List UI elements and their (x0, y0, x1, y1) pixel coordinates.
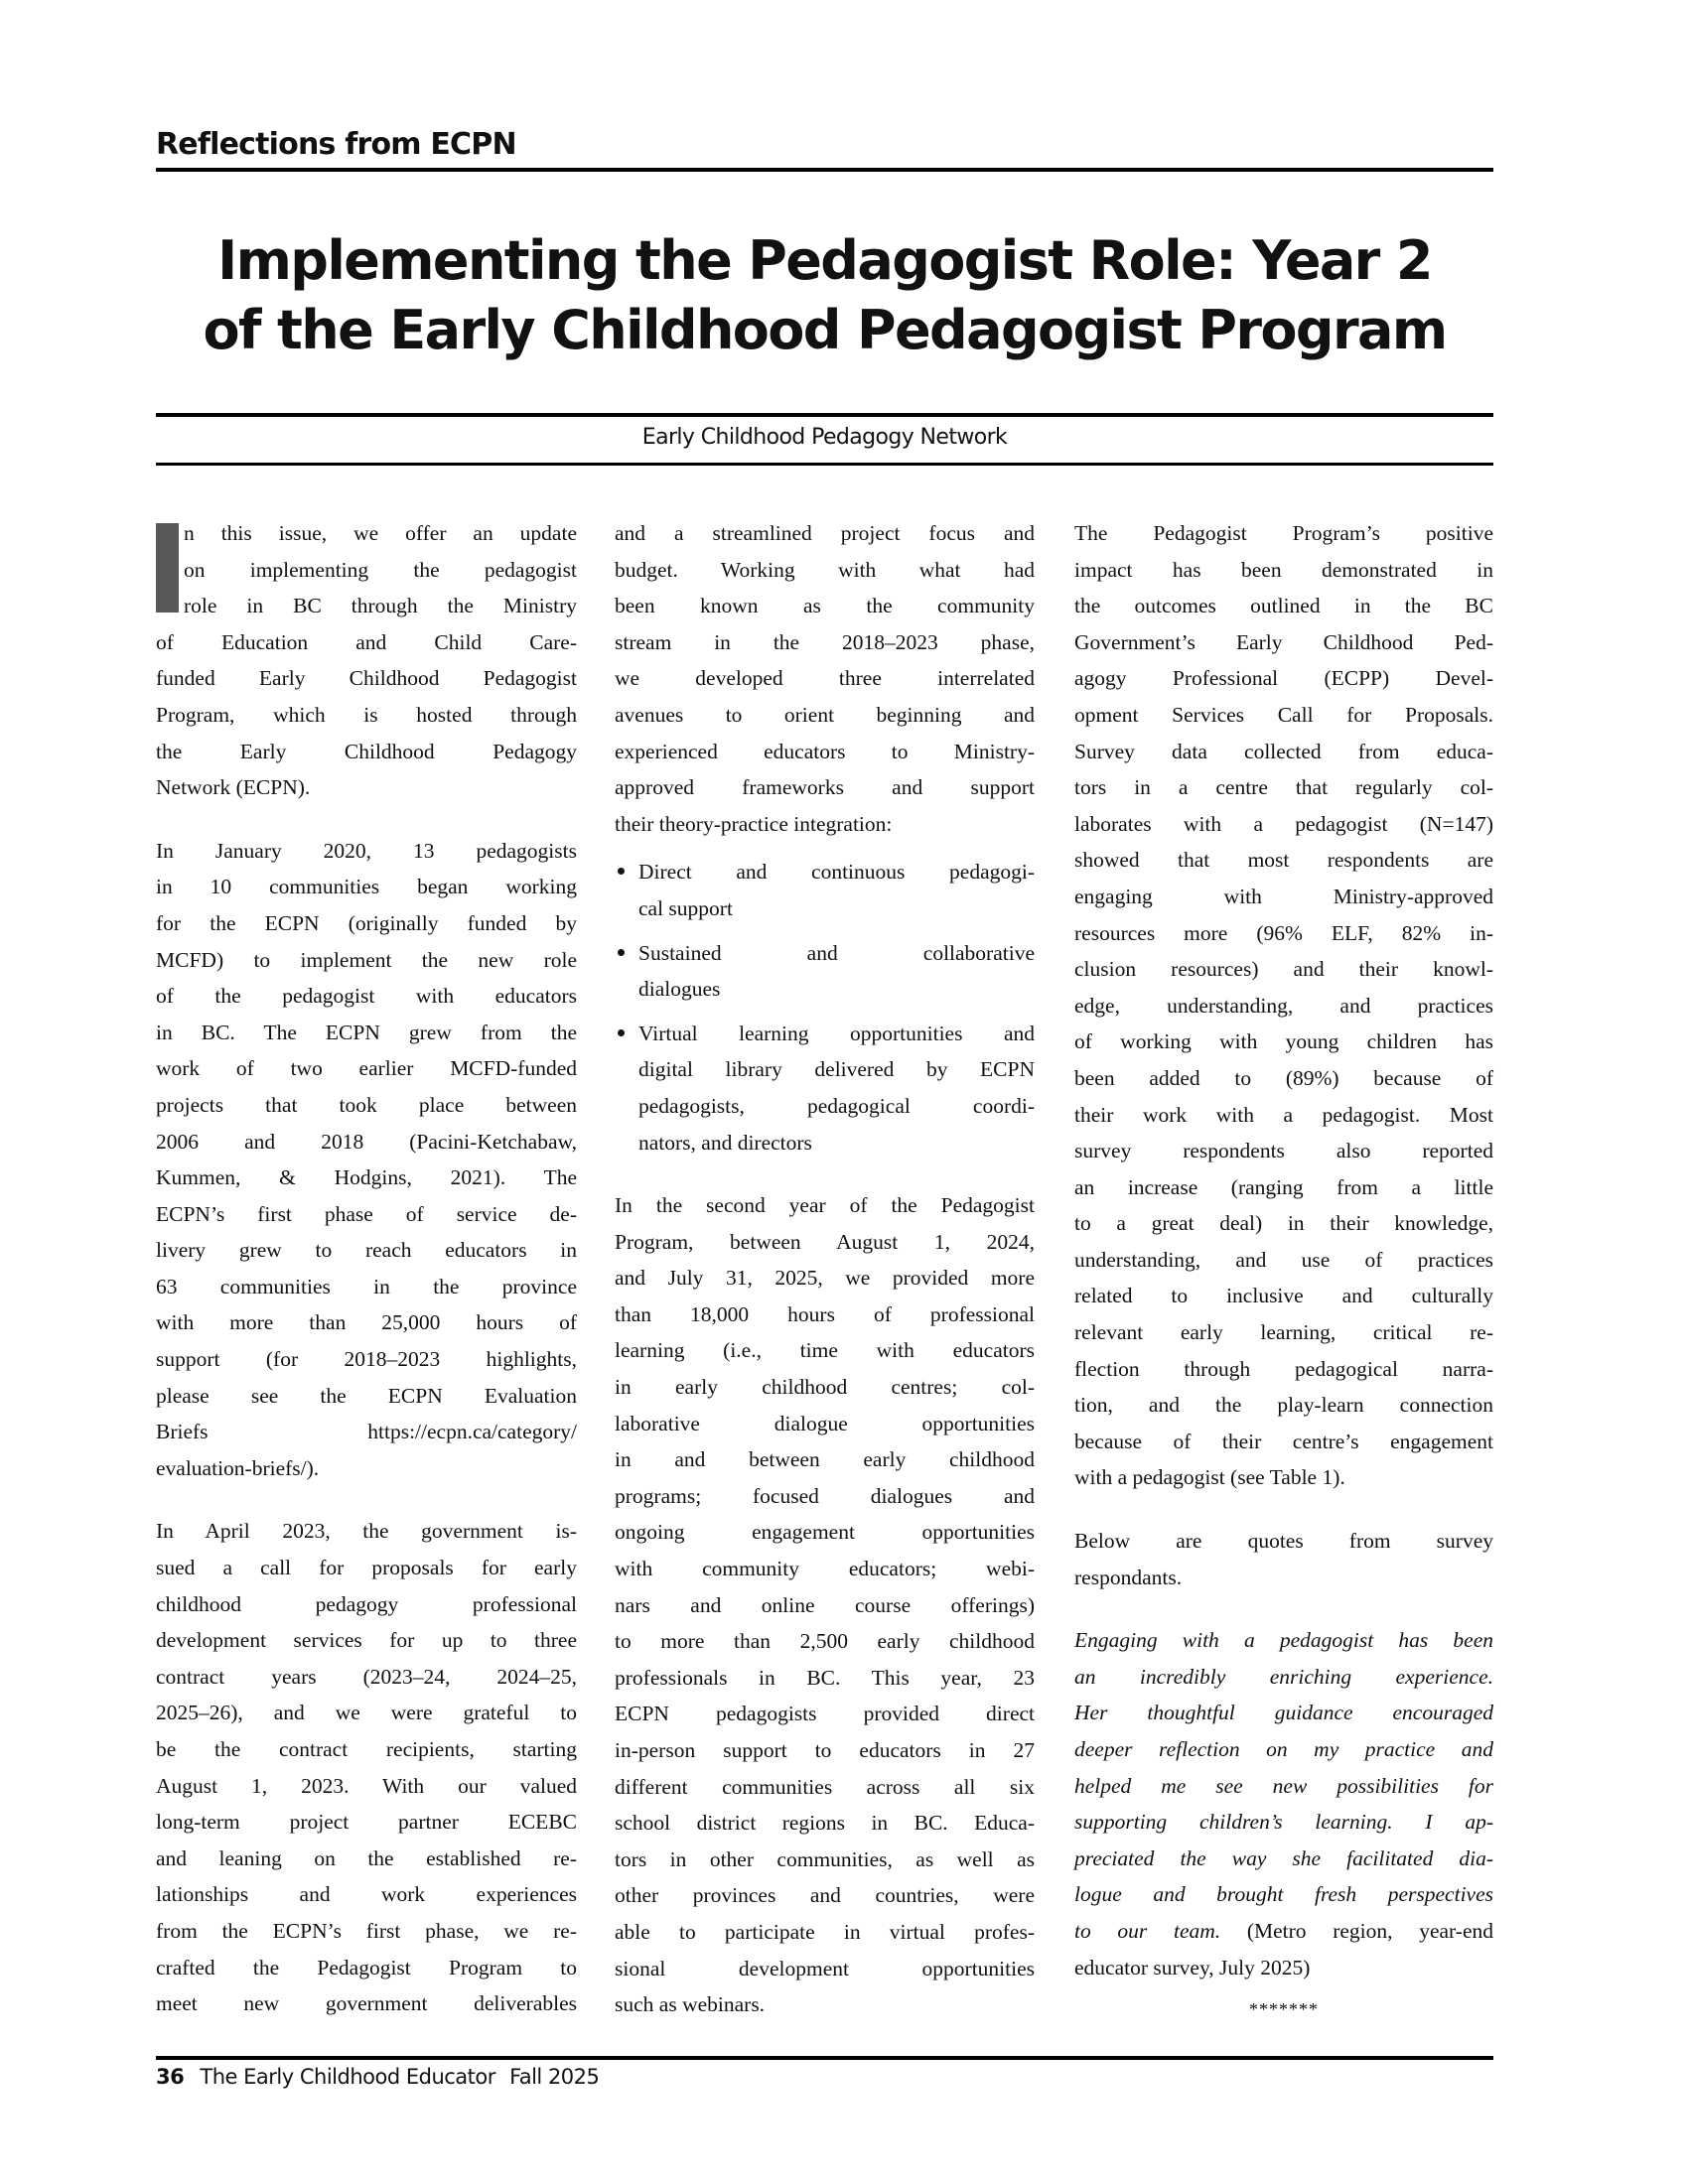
text-line: ongoing engagement opportunities (615, 1520, 1035, 1545)
text-line: sued a call for proposals for early (156, 1556, 577, 1580)
evaluation-briefs-link-cont[interactable]: evaluation-briefs/). (156, 1455, 320, 1480)
text-line: Direct and continuous pedagogi- (638, 860, 1035, 885)
text-line: pedagogists, pedagogical coordi- (638, 1093, 1035, 1118)
text-line: in and between early childhood (615, 1447, 1035, 1472)
text-line: resources more (96% ELF, 82% in- (1074, 920, 1493, 945)
text-line: experienced educators to Ministry- (615, 739, 1035, 763)
text-line: funded Early Childhood Pedagogist (156, 666, 577, 691)
paragraph-second-year (615, 1187, 1035, 2023)
column-1 (156, 515, 577, 2049)
text-line: sional development opportunities (615, 1956, 1035, 1980)
quote-line-mixed (1074, 1913, 1493, 1950)
text-line: lationships and work experiences (156, 1882, 577, 1907)
text-line: In January 2020, 13 pedagogists (156, 838, 577, 863)
text-line: the Early Childhood Pedagogy (156, 739, 577, 763)
bullet-icon (618, 1029, 625, 1036)
bullet-item (615, 935, 1035, 1008)
text-line: approved frameworks and support (615, 775, 1035, 800)
text-line: nators, and directors (638, 1130, 812, 1155)
text-line: in-person support to educators in 27 (615, 1738, 1035, 1762)
text-line: related to inclusive and culturally (1074, 1284, 1493, 1308)
text-line: to more than 2,500 early childhood (615, 1629, 1035, 1654)
text-line: tors in a centre that regularly col- (1074, 775, 1493, 800)
text-line: Program, which is hosted through (156, 702, 577, 727)
text-line: long-term project partner ECEBC (156, 1810, 577, 1835)
quote-line: helped me see new possibilities for (1074, 1773, 1493, 1798)
survey-quote (1074, 1622, 1493, 2020)
text-line: laborative dialogue opportunities (615, 1411, 1035, 1435)
text-line: crafted the Pedagogist Program to (156, 1955, 577, 1979)
text-line: an increase (ranging from a little (1074, 1174, 1493, 1199)
bullet-item (615, 1016, 1035, 1160)
text-line: meet new government deliverables (156, 1991, 577, 2016)
text-line: we developed three interrelated (615, 666, 1035, 691)
page-number: 36 (156, 2065, 185, 2089)
text-line: support (for 2018–2023 highlights, (156, 1347, 577, 1372)
article-title-line-2: of the Early Childhood Pedagogist Program (203, 299, 1447, 361)
text-line: with more than 25,000 hours of (156, 1310, 577, 1335)
text-line: tors in other communities, as well as (615, 1846, 1035, 1871)
text-line: clusion resources) and their knowl- (1074, 957, 1493, 982)
text-line: been known as the community (615, 594, 1035, 618)
text-line: of the pedagogist with educators (156, 984, 577, 1009)
text-line: n this issue, we offer an update (184, 521, 577, 545)
text-line: In the second year of the Pedagogist (615, 1193, 1035, 1218)
text-line: tion, and the play-learn connection (1074, 1393, 1493, 1418)
text-line: understanding, and use of practices (1074, 1247, 1493, 1272)
text-line: learning (i.e., time with educators (615, 1338, 1035, 1363)
quote-line: an incredibly enriching experience. (1074, 1664, 1493, 1689)
text-line: to a great deal) in their knowledge, (1074, 1211, 1493, 1236)
text-line: ECPN’s first phase of service de- (156, 1201, 577, 1226)
text-line: different communities across all six (615, 1774, 1035, 1799)
quote-line: Her thoughtful guidance encouraged (1074, 1701, 1493, 1725)
article-title (156, 226, 1493, 365)
text-line: able to participate in virtual profes- (615, 1919, 1035, 1944)
text-line: of working with young children has (1074, 1029, 1493, 1054)
page-footer (156, 2065, 599, 2089)
text-line: Below are quotes from survey (1074, 1529, 1493, 1554)
text-line: school district regions in BC. Educa- (615, 1811, 1035, 1836)
text-line: engaging with Ministry-approved (1074, 884, 1493, 908)
quote-line: logue and brought fresh perspectives (1074, 1882, 1493, 1907)
paragraph-positive-impact (1074, 515, 1493, 1496)
text-line: 2025–26), and we were grateful to (156, 1701, 577, 1725)
column-3 (1074, 515, 1493, 2047)
text-line: because of their centre’s engagement (1074, 1429, 1493, 1453)
paragraph-intro (156, 515, 577, 806)
text-line: Sustained and collaborative (638, 940, 1035, 965)
byline: Early Childhood Pedagogy Network (641, 425, 1008, 450)
text-line: Kummen, & Hodgins, 2021). The (156, 1165, 577, 1190)
evaluation-briefs-link[interactable]: Briefs https://ecpn.ca/category/ (156, 1420, 577, 1444)
quote-line: supporting children’s learning. I ap- (1074, 1810, 1493, 1835)
text-line: with community educators; webi- (615, 1557, 1035, 1581)
text-line: the outcomes outlined in the BC (1074, 594, 1493, 618)
text-line: with a pedagogist (see Table 1). (1074, 1465, 1345, 1490)
text-line: their theory-practice integration: (615, 811, 893, 836)
text-line: from the ECPN’s first phase, we re- (156, 1918, 577, 1943)
text-line: work of two earlier MCFD-funded (156, 1056, 577, 1081)
text-line: Program, between August 1, 2024, (615, 1229, 1035, 1254)
text-line: flection through pedagogical narra- (1074, 1356, 1493, 1381)
text-line: their work with a pedagogist. Most (1074, 1102, 1493, 1127)
text-line: role in BC through the Ministry (184, 594, 577, 618)
issue-label: Fall 2025 (509, 2065, 600, 2089)
text-line: Virtual learning opportunities and (638, 1021, 1035, 1045)
section-separator: ******* (1249, 1999, 1319, 2020)
publication-name: The Early Childhood Educator (200, 2065, 495, 2089)
paragraph-april-2023 (156, 1513, 577, 2021)
text-line: laborates with a pedagogist (N=147) (1074, 811, 1493, 836)
text-line: budget. Working with what had (615, 557, 1035, 582)
bullet-item (615, 854, 1035, 926)
text-line: avenues to orient beginning and (615, 702, 1035, 727)
text-line: Network (ECPN). (156, 775, 311, 800)
avenues-bullet-list (615, 854, 1035, 1160)
text-line: respondants. (1074, 1565, 1183, 1589)
text-line: ECPN pedagogists provided direct (615, 1702, 1035, 1726)
quote-line: deeper reflection on my practice and (1074, 1737, 1493, 1761)
text-line: development services for up to three (156, 1628, 577, 1653)
text-line: professionals in BC. This year, 23 (615, 1665, 1035, 1690)
text-line: survey respondents also reported (1074, 1139, 1493, 1163)
text-line: and July 31, 2025, we provided more (615, 1266, 1035, 1291)
text-line: impact has been demonstrated in (1074, 557, 1493, 582)
text-line: be the contract recipients, starting (156, 1737, 577, 1761)
text-line: August 1, 2023. With our valued (156, 1773, 577, 1798)
bullet-icon (618, 868, 625, 875)
text-line: in BC. The ECPN grew from the (156, 1020, 577, 1044)
byline-top-rule (156, 413, 1493, 417)
quote-end: to our team. (1074, 1918, 1221, 1943)
text-line: edge, understanding, and practices (1074, 993, 1493, 1018)
header-rule (156, 168, 1493, 172)
paragraph-january-2020 (156, 833, 577, 1487)
column-2 (615, 515, 1035, 2050)
text-line: showed that most respondents are (1074, 848, 1493, 873)
text-line: projects that took place between (156, 1092, 577, 1117)
quote-attribution-end: educator survey, July 2025) (1074, 1955, 1311, 1979)
text-line: opment Services Call for Proposals. (1074, 702, 1493, 727)
text-line: childhood pedagogy professional (156, 1591, 577, 1616)
text-line: relevant early learning, critical re- (1074, 1320, 1493, 1345)
drop-cap (156, 523, 179, 613)
text-line: digital library delivered by ECPN (638, 1057, 1035, 1082)
text-line: Survey data collected from educa- (1074, 739, 1493, 763)
text-line: livery grew to reach educators in (156, 1238, 577, 1263)
quote-attribution: (Metro region, year-end (1220, 1918, 1493, 1943)
text-line: nars and online course offerings) (615, 1592, 1035, 1617)
text-line: and a streamlined project focus and (615, 521, 1035, 545)
text-line: agogy Professional (ECPP) Devel- (1074, 666, 1493, 691)
text-line: cal support (638, 895, 733, 920)
text-line: stream in the 2018–2023 phase, (615, 629, 1035, 654)
text-line: 63 communities in the province (156, 1274, 577, 1298)
text-line: contract years (2023–24, 2024–25, (156, 1664, 577, 1689)
text-line: and leaning on the established re- (156, 1845, 577, 1870)
paragraph-streamlined (615, 515, 1035, 842)
text-line: In April 2023, the government is- (156, 1519, 577, 1544)
text-line: other provinces and countries, were (615, 1883, 1035, 1908)
article-title-line-1: Implementing the Pedagogist Role: Year 2 (217, 229, 1432, 292)
text-line: for the ECPN (originally funded by (156, 910, 577, 935)
text-line: Government’s Early Childhood Ped- (1074, 629, 1493, 654)
text-line: 2006 and 2018 (Pacini-Ketchabaw, (156, 1129, 577, 1154)
text-line: on implementing the pedagogist (184, 557, 577, 582)
text-line: programs; focused dialogues and (615, 1483, 1035, 1508)
text-line: The Pedagogist Program’s positive (1074, 521, 1493, 545)
footer-rule (156, 2056, 1493, 2060)
paragraph-quotes-intro (1074, 1523, 1493, 1595)
text-line: than 18,000 hours of professional (615, 1301, 1035, 1326)
text-line: such as webinars. (615, 1992, 766, 2017)
bullet-icon (618, 949, 625, 956)
quote-line: Engaging with a pedagogist has been (1074, 1628, 1493, 1653)
text-line: been added to (89%) because of (1074, 1065, 1493, 1090)
text-line: of Education and Child Care- (156, 629, 577, 654)
text-line: MCFD) to implement the new role (156, 947, 577, 972)
text-line: in early childhood centres; col- (615, 1375, 1035, 1400)
text-line: in 10 communities began working (156, 875, 577, 899)
quote-line: preciated the way she facilitated dia- (1074, 1845, 1493, 1870)
byline-bottom-rule (156, 463, 1493, 466)
text-line: please see the ECPN Evaluation (156, 1383, 577, 1408)
section-label: Reflections from ECPN (156, 127, 516, 162)
text-line: dialogues (638, 977, 721, 1002)
